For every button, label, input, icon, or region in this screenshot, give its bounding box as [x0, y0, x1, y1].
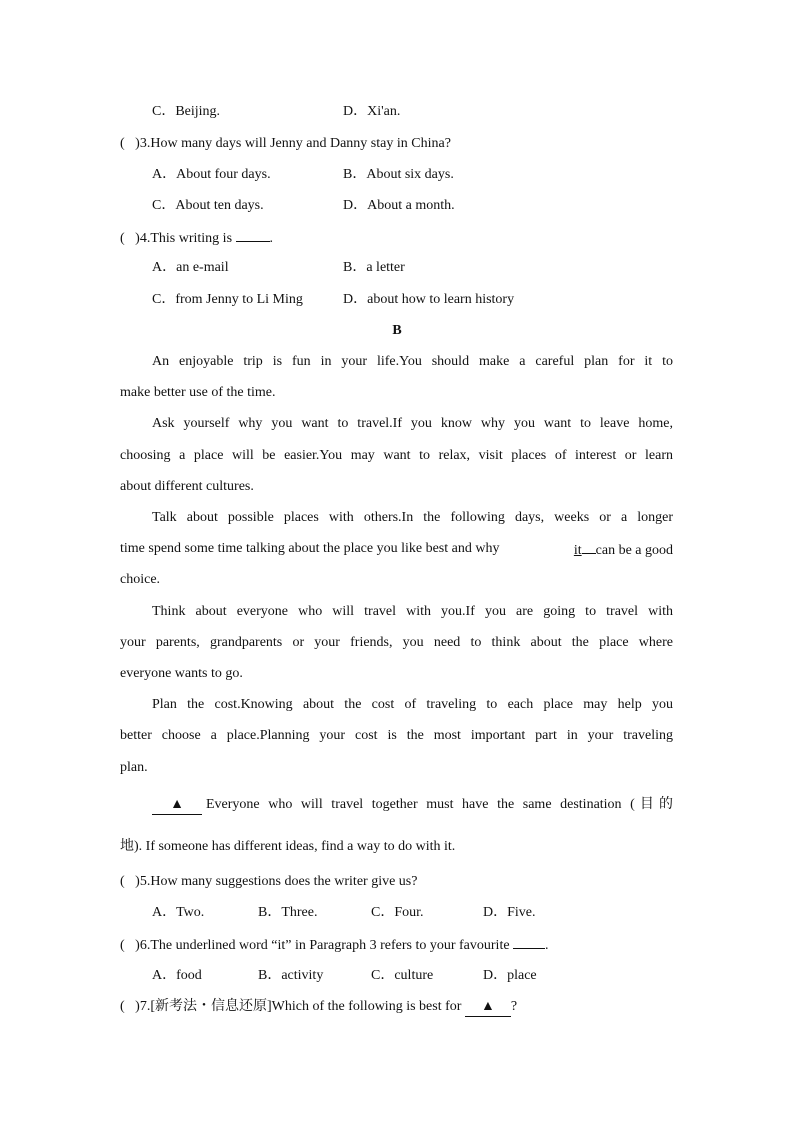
answer-blank: [513, 935, 545, 949]
answer-blank: [236, 228, 270, 242]
answer-paren-close: ): [135, 874, 140, 889]
q3-option-b: B．About six days.: [343, 167, 454, 182]
q2-option-d: D．Xi'an.: [343, 104, 401, 119]
answer-paren-open: (: [120, 999, 125, 1014]
q3-option-c: C．About ten days.: [152, 198, 264, 213]
question-4-end: .: [269, 231, 274, 246]
underline-gap: [582, 540, 596, 554]
question-4-stem: 4.This writing is: [139, 231, 233, 246]
passage-p2-line1: Ask yourself why you want to travel.If you know why you want to leave home,: [152, 416, 673, 431]
question-6-end: .: [545, 938, 549, 953]
question-4: [120, 228, 273, 248]
passage-p1-line1: An enjoyable trip is fun in your life.You should make a careful plan for it to: [152, 354, 673, 369]
section-b-heading: B: [392, 323, 402, 338]
q5-option-a: A．Two.: [152, 905, 205, 920]
answer-paren-close: ): [135, 231, 140, 246]
question-3: [120, 135, 451, 153]
passage-p5-line2: better choose a place.Planning your cost is the most important part in your traveling: [120, 728, 673, 743]
question-6: [120, 935, 549, 955]
passage-p3-underlined-it-wrap: [574, 540, 673, 560]
passage-p2-line3: about different cultures.: [120, 479, 254, 494]
triangle-blank: ▲: [465, 998, 511, 1017]
passage-p2-line2: choosing a place will be easier.You may want to relax, visit places of interest or learn: [120, 448, 673, 463]
q5-option-b: B．Three.: [258, 905, 318, 920]
q3-option-d: D．About a month.: [343, 198, 455, 213]
q5-option-c: C．Four.: [371, 905, 424, 920]
q6-option-a: A．food: [152, 968, 202, 983]
underlined-word-it: it: [573, 543, 582, 558]
passage-p3-line2: [120, 540, 673, 560]
question-5-stem: 5.How many suggestions does the writer give us?: [139, 874, 418, 889]
question-5: [120, 873, 417, 891]
passage-p6-line2: 地). If someone has different ideas, find a way to do with it.: [120, 839, 456, 854]
passage-p3-line2-end: can be a good: [595, 543, 673, 558]
passage-p4-line1: Think about everyone who will travel with you.If you are going to travel with: [152, 604, 673, 619]
q6-option-c: C．culture: [371, 968, 434, 983]
passage-p3-line2-start: time spend some time talking about the place you like best and why: [120, 541, 500, 556]
q4-option-b: B．a letter: [343, 260, 405, 275]
answer-paren-open: (: [120, 136, 125, 151]
passage-p4-line3: everyone wants to go.: [120, 666, 243, 681]
q4-option-d: D．about how to learn history: [343, 292, 515, 307]
q6-option-d: D．place: [483, 968, 537, 983]
q6-option-b: B．activity: [258, 968, 324, 983]
q5-option-d: D．Five.: [483, 905, 536, 920]
question-7-stem: 7.[新考法・信息还原]Which of the following is best for: [139, 999, 462, 1014]
passage-p1-line2: make better use of the time.: [120, 385, 276, 400]
answer-paren-open: (: [120, 938, 125, 953]
q4-option-c: C．from Jenny to Li Ming: [152, 292, 303, 307]
answer-paren-close: ): [135, 999, 140, 1014]
q2-option-c: C．Beijing.: [152, 104, 221, 119]
question-6-stem: 6.The underlined word “it” in Paragraph 3 refers to your favourite: [139, 938, 510, 953]
passage-p4-line2: your parents, grandparents or your friends, you need to think about the place where: [120, 635, 673, 650]
passage-p3-line1: Talk about possible places with others.In the following days, weeks or a longer: [152, 510, 673, 525]
question-7-end: ?: [510, 999, 518, 1014]
answer-paren-close: ): [135, 938, 140, 953]
passage-p6-line1: [152, 796, 673, 815]
question-3-stem: 3.How many days will Jenny and Danny stay in China?: [139, 136, 451, 151]
answer-paren-open: (: [120, 231, 125, 246]
q3-option-a: A．About four days.: [152, 167, 271, 182]
passage-p5-line1: Plan the cost.Knowing about the cost of traveling to each place may help you: [152, 697, 673, 712]
triangle-blank: ▲: [152, 796, 202, 815]
question-7: [120, 998, 517, 1017]
passage-p6-line1-text: Everyone who will travel together must have the same destination (目的: [206, 797, 673, 812]
q4-option-a: A．an e-mail: [152, 260, 229, 275]
passage-p3-line3: choice.: [120, 572, 161, 587]
passage-p5-line3: plan.: [120, 760, 148, 775]
answer-paren-close: ): [135, 136, 140, 151]
answer-paren-open: (: [120, 874, 125, 889]
